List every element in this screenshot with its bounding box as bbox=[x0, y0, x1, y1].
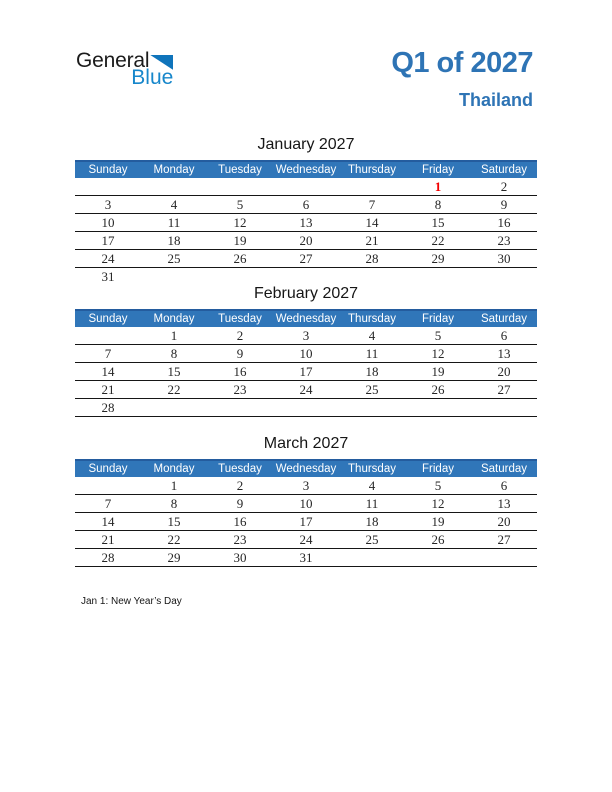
calendar-week-row bbox=[75, 477, 537, 495]
calendar-cell: 8 bbox=[434, 197, 442, 212]
calendar-week-row bbox=[75, 399, 537, 417]
calendar-cell: 2 bbox=[236, 478, 244, 493]
quarter-title: Q1 of 2027 bbox=[391, 47, 533, 79]
calendar-cell bbox=[339, 549, 405, 566]
calendar-week-row bbox=[75, 513, 537, 531]
calendar-cell: 1 bbox=[170, 328, 178, 343]
calendar-cell: 27 bbox=[299, 251, 313, 266]
calendar-cell: 19 bbox=[431, 514, 445, 529]
calendar-cell: 13 bbox=[299, 215, 313, 230]
calendar-cell: 10 bbox=[299, 346, 313, 361]
month-section-january bbox=[75, 135, 537, 286]
calendar-cell bbox=[207, 399, 273, 416]
weekday-label: Friday bbox=[422, 313, 454, 325]
calendar-cell: 29 bbox=[167, 550, 181, 565]
calendar-cell: 4 bbox=[170, 197, 178, 212]
calendar-cell: 13 bbox=[497, 346, 511, 361]
weekday-label: Sunday bbox=[88, 164, 128, 176]
calendar-week-row bbox=[75, 363, 537, 381]
calendar-grid bbox=[75, 178, 537, 286]
calendar-cell: 24 bbox=[299, 382, 313, 397]
calendar-cell: 16 bbox=[497, 215, 511, 230]
calendar-cell: 20 bbox=[497, 364, 511, 379]
month-title: January 2027 bbox=[257, 136, 355, 153]
weekday-header-row bbox=[75, 160, 537, 178]
logo-word-blue: Blue bbox=[131, 66, 174, 89]
calendar-cell: 25 bbox=[365, 532, 379, 547]
weekday-label: Monday bbox=[153, 463, 195, 475]
calendar-cell: 4 bbox=[368, 328, 376, 343]
calendar-cell: 14 bbox=[101, 364, 115, 379]
calendar-cell: 20 bbox=[497, 514, 511, 529]
calendar-cell: 6 bbox=[500, 478, 508, 493]
calendar-cell: 24 bbox=[299, 532, 313, 547]
weekday-header-row bbox=[75, 459, 537, 477]
weekday-label: Sunday bbox=[88, 463, 128, 475]
calendar-cell: 11 bbox=[365, 346, 379, 361]
calendar-cell: 7 bbox=[368, 197, 376, 212]
calendar-cell: 3 bbox=[302, 478, 310, 493]
calendar-cell: 24 bbox=[101, 251, 115, 266]
calendar-week-row bbox=[75, 549, 537, 567]
calendar-cell: 12 bbox=[233, 215, 247, 230]
calendar-cell: 23 bbox=[233, 532, 247, 547]
calendar-cell: 1 bbox=[170, 478, 178, 493]
country-subtitle: Thailand bbox=[458, 90, 533, 110]
calendar-cell: 27 bbox=[497, 532, 511, 547]
calendar-week-row bbox=[75, 495, 537, 513]
weekday-label: Monday bbox=[153, 313, 195, 325]
calendar-cell bbox=[75, 477, 141, 494]
calendar-grid bbox=[75, 327, 537, 417]
calendar-cell: 17 bbox=[101, 233, 115, 248]
weekday-label: Saturday bbox=[480, 313, 528, 325]
calendar-cell: 28 bbox=[101, 400, 115, 415]
calendar-cell: 9 bbox=[236, 346, 244, 361]
calendar-week-row bbox=[75, 381, 537, 399]
calendar-cell: 2 bbox=[500, 179, 508, 194]
calendar-cell: 3 bbox=[302, 328, 310, 343]
calendar-cell: 12 bbox=[431, 346, 445, 361]
calendar-cell bbox=[471, 399, 537, 416]
calendar-cell: 30 bbox=[233, 550, 247, 565]
calendar-cell: 9 bbox=[236, 496, 244, 511]
calendar-cell: 5 bbox=[434, 478, 442, 493]
calendar-week-row bbox=[75, 250, 537, 268]
calendar-cell: 10 bbox=[299, 496, 313, 511]
weekday-label: Tuesday bbox=[218, 313, 262, 325]
calendar-cell: 6 bbox=[302, 197, 310, 212]
calendar-week-row bbox=[75, 196, 537, 214]
calendar-cell bbox=[75, 178, 141, 195]
calendar-cell: 8 bbox=[170, 346, 178, 361]
weekday-label: Saturday bbox=[480, 463, 528, 475]
calendar-cell: 11 bbox=[365, 496, 379, 511]
month-section-february bbox=[75, 284, 537, 417]
calendar-cell: 26 bbox=[233, 251, 247, 266]
calendar-cell: 12 bbox=[431, 496, 445, 511]
calendar-cell: 18 bbox=[365, 364, 379, 379]
general-blue-logo bbox=[76, 50, 173, 89]
calendar-cell: 11 bbox=[167, 215, 181, 230]
calendar-cell: 14 bbox=[101, 514, 115, 529]
calendar-cell: 22 bbox=[431, 233, 445, 248]
calendar-cell: 9 bbox=[500, 197, 508, 212]
weekday-label: Wednesday bbox=[275, 463, 337, 475]
calendar-cell: 5 bbox=[236, 197, 244, 212]
calendar-week-row bbox=[75, 214, 537, 232]
weekday-label: Thursday bbox=[348, 463, 396, 475]
weekday-label: Thursday bbox=[348, 313, 396, 325]
weekday-label: Friday bbox=[422, 164, 454, 176]
calendar-cell bbox=[405, 399, 471, 416]
calendar-cell: 29 bbox=[431, 251, 445, 266]
calendar-cell: 25 bbox=[365, 382, 379, 397]
calendar-cell: 28 bbox=[365, 251, 379, 266]
calendar-cell: 30 bbox=[497, 251, 511, 266]
calendar-cell: 23 bbox=[233, 382, 247, 397]
calendar-cell: 17 bbox=[299, 514, 313, 529]
calendar-cell bbox=[471, 549, 537, 566]
calendar-cell: 18 bbox=[365, 514, 379, 529]
weekday-label: Wednesday bbox=[275, 313, 337, 325]
calendar-cell: 26 bbox=[431, 532, 445, 547]
calendar-cell: 6 bbox=[500, 328, 508, 343]
calendar-week-row bbox=[75, 345, 537, 363]
calendar-cell: 17 bbox=[299, 364, 313, 379]
calendar-grid bbox=[75, 477, 537, 567]
calendar-cell: 21 bbox=[101, 532, 115, 547]
calendar-week-row bbox=[75, 327, 537, 345]
calendar-cell: 16 bbox=[233, 364, 247, 379]
calendar-cell: 18 bbox=[167, 233, 181, 248]
calendar-cell: 20 bbox=[299, 233, 313, 248]
calendar-cell: 23 bbox=[497, 233, 511, 248]
calendar-cell: 15 bbox=[167, 364, 181, 379]
month-section-march bbox=[75, 434, 537, 567]
weekday-label: Sunday bbox=[88, 313, 128, 325]
weekday-label: Monday bbox=[153, 164, 195, 176]
calendar-cell bbox=[339, 399, 405, 416]
weekday-label: Thursday bbox=[348, 164, 396, 176]
calendar-cell: 2 bbox=[236, 328, 244, 343]
calendar-week-row bbox=[75, 531, 537, 549]
calendar-cell bbox=[207, 178, 273, 195]
calendar-cell: 7 bbox=[104, 496, 112, 511]
holiday-footnote: Jan 1: New Year’s Day bbox=[81, 596, 182, 607]
calendar-week-row bbox=[75, 232, 537, 250]
calendar-cell: 5 bbox=[434, 328, 442, 343]
calendar-cell bbox=[141, 178, 207, 195]
calendar-cell: 19 bbox=[233, 233, 247, 248]
calendar-cell: 14 bbox=[365, 215, 379, 230]
calendar-cell: 16 bbox=[233, 514, 247, 529]
weekday-label: Tuesday bbox=[218, 463, 262, 475]
calendar-cell: 21 bbox=[365, 233, 379, 248]
calendar-cell: 10 bbox=[101, 215, 115, 230]
weekday-label: Saturday bbox=[480, 164, 528, 176]
title-block bbox=[391, 48, 533, 110]
calendar-cell: 7 bbox=[104, 346, 112, 361]
calendar-cell bbox=[405, 549, 471, 566]
weekday-label: Tuesday bbox=[218, 164, 262, 176]
weekday-label: Wednesday bbox=[275, 164, 337, 176]
calendar-cell: 13 bbox=[497, 496, 511, 511]
logo-word-general: General bbox=[76, 49, 150, 72]
calendar-cell: 31 bbox=[299, 550, 313, 565]
weekday-label: Friday bbox=[422, 463, 454, 475]
calendar-cell bbox=[75, 327, 141, 344]
calendar-cell: 26 bbox=[431, 382, 445, 397]
calendar-cell: 28 bbox=[101, 550, 115, 565]
calendar-cell bbox=[273, 399, 339, 416]
calendar-cell: 8 bbox=[170, 496, 178, 511]
weekday-header-row bbox=[75, 309, 537, 327]
calendar-cell: 25 bbox=[167, 251, 181, 266]
calendar-week-row bbox=[75, 178, 537, 196]
calendar-cell-holiday: 1 bbox=[434, 179, 442, 194]
calendar-cell: 22 bbox=[167, 532, 181, 547]
calendar-cell: 31 bbox=[101, 269, 115, 284]
calendar-cell: 15 bbox=[167, 514, 181, 529]
calendar-cell: 19 bbox=[431, 364, 445, 379]
month-title: February 2027 bbox=[253, 285, 359, 302]
calendar-cell bbox=[339, 178, 405, 195]
calendar-cell: 22 bbox=[167, 382, 181, 397]
calendar-cell: 21 bbox=[101, 382, 115, 397]
calendar-cell: 27 bbox=[497, 382, 511, 397]
calendar-cell bbox=[141, 399, 207, 416]
calendar-cell: 4 bbox=[368, 478, 376, 493]
month-title: March 2027 bbox=[263, 435, 349, 452]
calendar-cell: 3 bbox=[104, 197, 112, 212]
calendar-cell bbox=[273, 178, 339, 195]
calendar-cell: 15 bbox=[431, 215, 445, 230]
